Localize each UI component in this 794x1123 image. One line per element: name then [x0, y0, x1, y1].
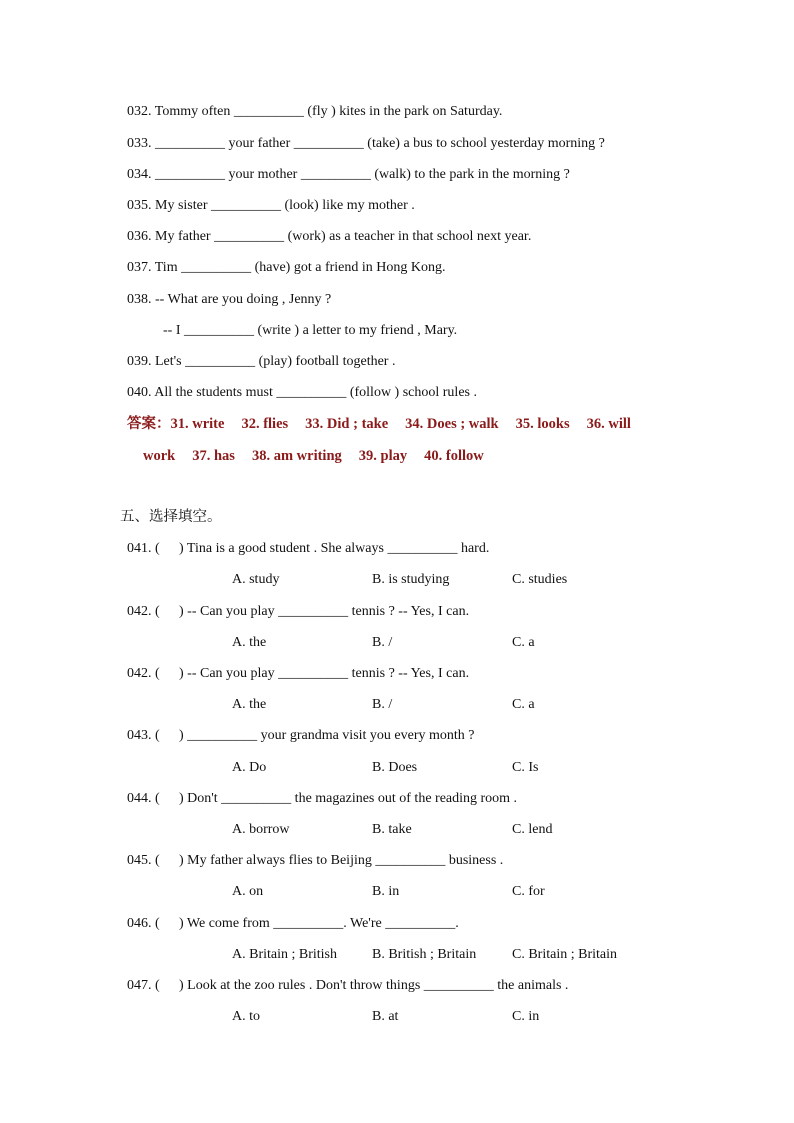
choice-question-045: 045. ( ) My father always flies to Beijing __________ business . [127, 853, 504, 868]
option-a: A. the [232, 635, 267, 650]
option-b: B. British ; Britain [372, 947, 477, 962]
question-037: 037. Tim __________ (have) got a friend in Hong Kong. [127, 260, 446, 275]
option-a: A. study [232, 572, 280, 587]
question-034: 034. __________ your mother __________ (walk) to the park in the morning ? [127, 167, 570, 182]
question-039: 039. Let's __________ (play) football together . [127, 354, 396, 369]
question-038: 038. -- What are you doing , Jenny ? [127, 292, 332, 307]
option-b: B. at [372, 1009, 399, 1024]
answer-line-2: work 37. has 38. am writing 39. play 40. follow [143, 448, 484, 464]
question-038-reply: -- I __________ (write ) a letter to my friend , Mary. [163, 323, 458, 338]
choice-question-043: 043. ( ) __________ your grandma visit you every month ? [127, 728, 475, 743]
option-a: A. borrow [232, 822, 290, 837]
option-a: A. to [232, 1009, 260, 1024]
choice-question-042-repeat: 042. ( ) -- Can you play __________ tennis ? -- Yes, I can. [127, 666, 470, 681]
option-c: C. Britain ; Britain [512, 947, 617, 962]
option-b: B. Does [372, 760, 418, 775]
question-040: 040. All the students must __________ (follow ) school rules . [127, 385, 477, 400]
option-a: A. Britain ; British [232, 947, 337, 962]
option-b: B. / [372, 635, 393, 650]
choice-question-044: 044. ( ) Don't __________ the magazines out of the reading room . [127, 791, 518, 806]
option-b: B. in [372, 884, 400, 899]
question-036: 036. My father __________ (work) as a teacher in that school next year. [127, 229, 532, 244]
section-title: 五、选择填空。 [120, 509, 222, 525]
choice-question-047: 047. ( ) Look at the zoo rules . Don't throw things __________ the animals . [127, 978, 569, 993]
option-c: C. for [512, 884, 545, 899]
option-c: C. in [512, 1009, 540, 1024]
option-c: C. a [512, 635, 535, 650]
option-b: B. is studying [372, 572, 450, 587]
option-b: B. / [372, 697, 393, 712]
choice-question-042: 042. ( ) -- Can you play __________ tennis ? -- Yes, I can. [127, 604, 470, 619]
option-a: A. on [232, 884, 264, 899]
option-c: C. a [512, 697, 535, 712]
option-b: B. take [372, 822, 412, 837]
option-c: C. studies [512, 572, 568, 587]
answer-line-1: 答案：31. write 32. flies 33. Did ; take 34. Does ; walk 35. looks 36. will [127, 416, 631, 432]
option-a: A. the [232, 697, 267, 712]
question-033: 033. __________ your father __________ (take) a bus to school yesterday morning ? [127, 136, 605, 151]
option-c: C. lend [512, 822, 553, 837]
answer-label: 答案： [127, 416, 171, 432]
question-032: 032. Tommy often __________ (fly ) kites in the park on Saturday. [127, 104, 503, 119]
choice-question-046: 046. ( ) We come from __________. We're __________. [127, 916, 459, 931]
option-a: A. Do [232, 760, 267, 775]
option-c: C. Is [512, 760, 539, 775]
choice-question-041: 041. ( ) Tina is a good student . She always __________ hard. [127, 541, 490, 556]
question-035: 035. My sister __________ (look) like my mother . [127, 198, 415, 213]
